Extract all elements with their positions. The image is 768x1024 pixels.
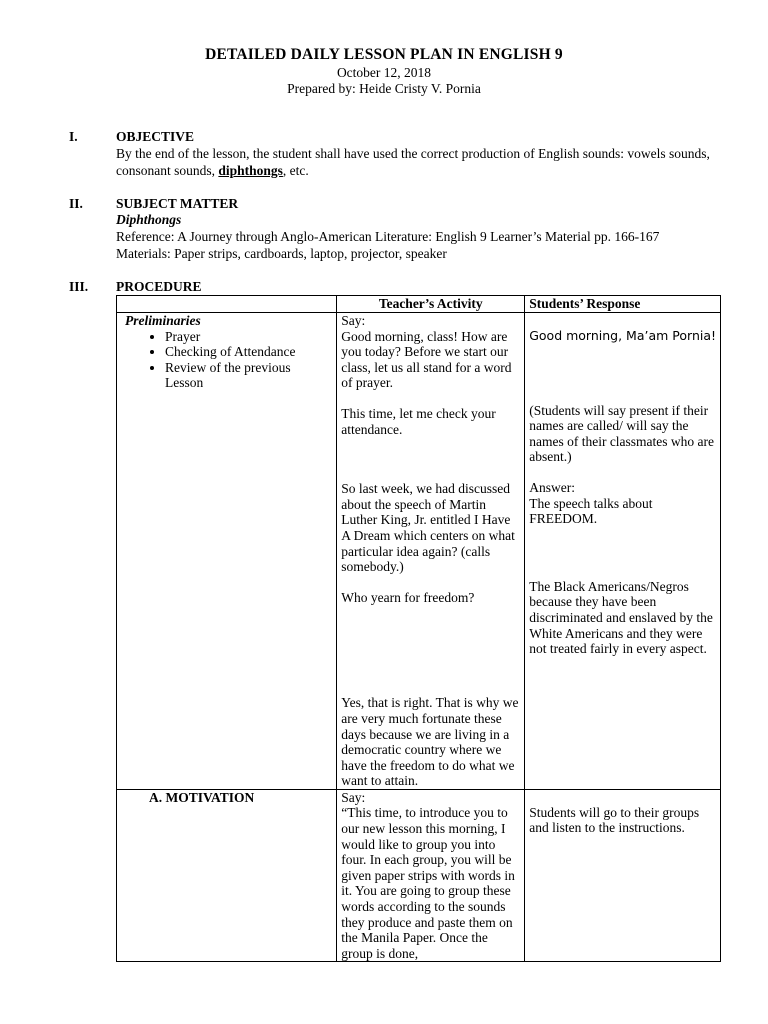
table-row-motivation <box>117 789 721 962</box>
list-item-attendance: • Checking of Attendance <box>165 344 332 360</box>
objective-text <box>116 146 716 179</box>
motivation-teacher-text: “This time, to introduce you to our new lesson this morning, I would like to group you into four. In each group, you will be given paper strips with words in it. You are going to group these words according to the sounds they produce and paste them on the Manila Paper. Once the group is done, <box>341 805 515 961</box>
preliminaries-students-cell <box>525 313 721 790</box>
document-date: October 12, 2018 <box>336 65 432 80</box>
motivation-teacher-cell <box>337 789 525 962</box>
teacher-say-label: Say: <box>341 313 366 328</box>
motivation-student-response: Students will go to their groups and listen to the instructions. <box>529 804 700 836</box>
table-header-row <box>117 296 721 313</box>
list-item-prayer: • Prayer <box>165 329 332 345</box>
teacher-closing: Yes, that is right. That is why we are very much fortunate these days because we are living in a democratic country where we have the freedom to do what we want to attain. <box>341 695 519 789</box>
header-students-response: Students’ Response <box>525 296 721 313</box>
subject-topic: Diphthongs <box>116 212 182 227</box>
teacher-greeting: Good morning, class! How are you today? Before we start our class, let us all stand for a word of prayer. <box>341 328 512 391</box>
student-attendance: (Students will say present if their names are called/ will say the names of their classmates who are absent.) <box>529 402 715 465</box>
section-number-subject-matter: II. <box>69 196 83 211</box>
motivation-cell <box>117 789 337 962</box>
list-item-review: • Review of the previous Lesson <box>165 360 305 391</box>
objective-text-before: By the end of the lesson, the student shall have used the correct production of English sounds: vowels sounds, consonant sounds, <box>116 146 710 178</box>
motivation-label: A. MOTIVATION <box>149 789 255 805</box>
section-number-procedure: III. <box>69 279 89 294</box>
preliminaries-label: Preliminaries <box>125 313 201 328</box>
motivation-say-label: Say: <box>341 789 366 805</box>
document-title: DETAILED DAILY LESSON PLAN IN ENGLISH 9 <box>205 46 563 63</box>
objective-text-after: , etc. <box>282 162 309 178</box>
objective-emphasis: diphthongs <box>218 162 283 178</box>
subject-reference: Reference: A Journey through Anglo-American Literature: English 9 Learner’s Material pp. 166-167 <box>116 229 660 244</box>
preliminaries-teacher-cell <box>337 313 525 790</box>
student-answer-label: Answer: <box>529 479 575 495</box>
header-teacher-activity: Teacher’s Activity <box>337 296 525 313</box>
student-freedom-answer: The Black Americans/Negros because they have been discriminated and enslaved by the White Americans and they were not treated fairly in every aspect. <box>529 578 713 657</box>
header-blank-cell <box>117 296 337 313</box>
table-row-preliminaries <box>117 313 721 790</box>
section-number-objective: I. <box>69 129 78 144</box>
prepared-by: Prepared by: Heide Cristy V. Pornia <box>287 81 481 96</box>
preliminaries-cell <box>117 313 337 790</box>
section-heading-procedure: PROCEDURE <box>116 279 202 294</box>
motivation-students-cell <box>525 789 721 962</box>
teacher-attendance: This time, let me check your attendance. <box>341 405 496 437</box>
student-greeting: Good morning, Ma’am Pornia! <box>529 328 717 343</box>
section-heading-subject-matter: SUBJECT MATTER <box>116 196 239 211</box>
procedure-table <box>116 295 721 962</box>
teacher-question: Who yearn for freedom? <box>341 589 475 605</box>
teacher-review: So last week, we had discussed about the speech of Martin Luther King, Jr. entitled I Have A Dream which centers on what particular idea again? (calls somebody.) <box>341 481 515 575</box>
section-heading-objective: OBJECTIVE <box>116 129 195 144</box>
preliminaries-list <box>121 329 332 391</box>
student-answer: The speech talks about FREEDOM. <box>529 495 653 527</box>
subject-materials: Materials: Paper strips, cardboards, laptop, projector, speaker <box>116 246 447 261</box>
